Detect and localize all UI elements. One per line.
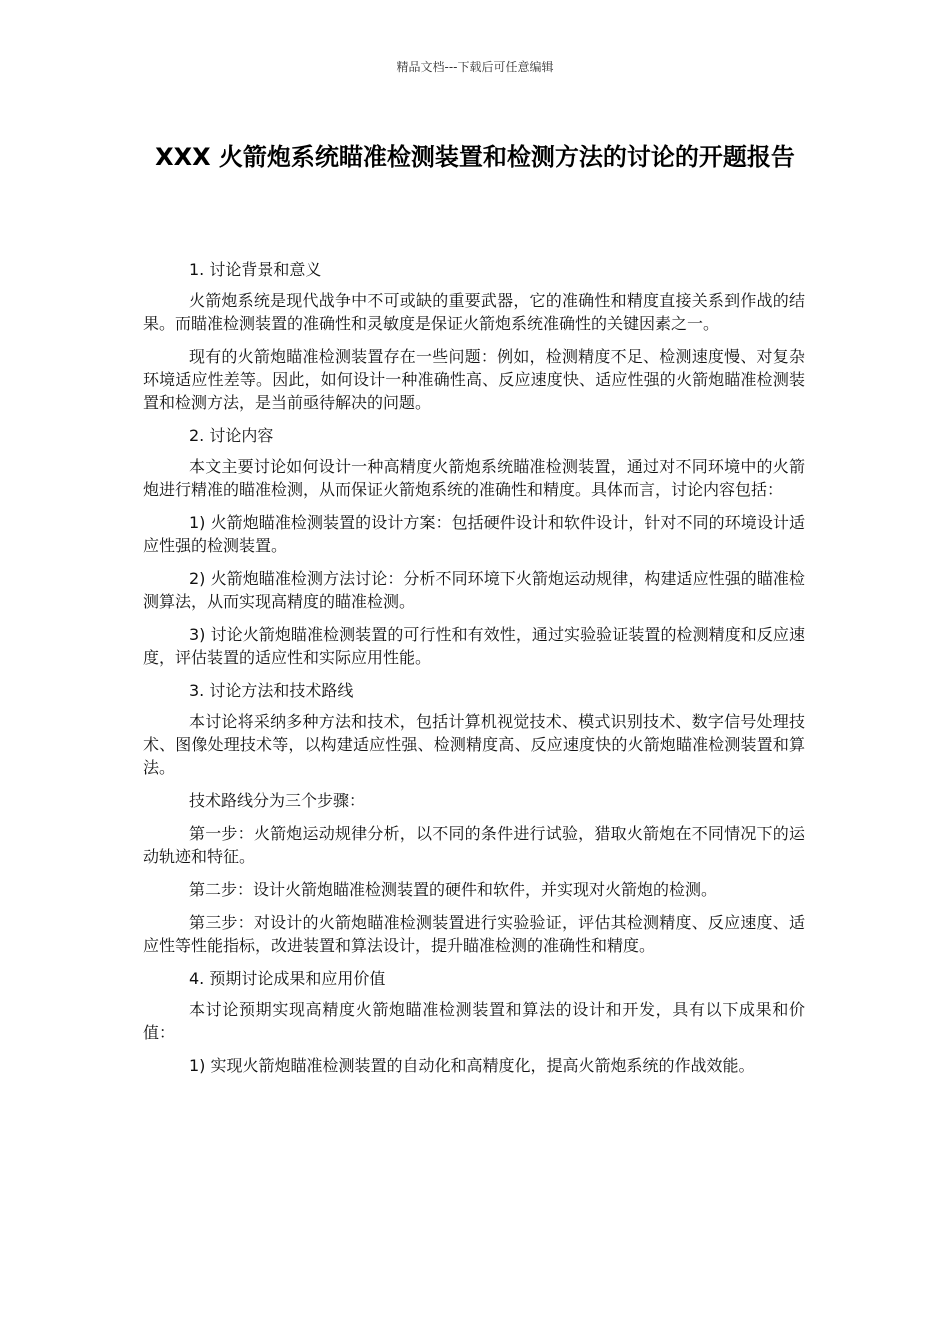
list-item: 1) 实现火箭炮瞄准检测装置的自动化和高精度化，提高火箭炮系统的作战效能。 — [189, 1056, 755, 1075]
paragraph: 现有的火箭炮瞄准检测装置存在一些问题：例如，检测精度不足、检测速度慢、对复杂环境适应性差等。因此，如何设计一种准确性高、反应速度快、适应性强的火箭炮瞄准检测装置和检测方法，是当前亟待解决的问题。 — [143, 347, 805, 412]
section-heading-content: 2. 讨论内容 — [189, 426, 274, 445]
paragraph: 技术路线分为三个步骤： — [189, 791, 366, 810]
paragraph: 本讨论预期实现高精度火箭炮瞄准检测装置和算法的设计和开发，具有以下成果和价值： — [143, 1000, 805, 1042]
document-body — [143, 258, 805, 1087]
paragraph: 本文主要讨论如何设计一种高精度火箭炮系统瞄准检测装置，通过对不同环境中的火箭炮进行精准的瞄准检测，从而保证火箭炮系统的准确性和精度。具体而言，讨论内容包括： — [143, 457, 805, 499]
paragraph: 火箭炮系统是现代战争中不可或缺的重要武器，它的准确性和精度直接关系到作战的结果。而瞄准检测装置的准确性和灵敏度是保证火箭炮系统准确性的关键因素之一。 — [143, 291, 805, 333]
page-header: 精品文档---下载后可任意编辑 — [396, 60, 554, 74]
step-item: 第三步：对设计的火箭炮瞄准检测装置进行实验验证，评估其检测精度、反应速度、适应性等性能指标，改进装置和算法设计，提升瞄准检测的准确性和精度。 — [143, 913, 805, 955]
step-item: 第一步：火箭炮运动规律分析，以不同的条件进行试验，猎取火箭炮在不同情况下的运动轨迹和特征。 — [143, 824, 805, 866]
paragraph: 本讨论将采纳多种方法和技术，包括计算机视觉技术、模式识别技术、数字信号处理技术、图像处理技术等，以构建适应性强、检测精度高、反应速度快的火箭炮瞄准检测装置和算法。 — [143, 712, 805, 777]
list-item: 2) 火箭炮瞄准检测方法讨论：分析不同环境下火箭炮运动规律，构建适应性强的瞄准检测算法，从而实现高精度的瞄准检测。 — [143, 569, 805, 611]
section-heading-background: 1. 讨论背景和意义 — [189, 260, 322, 279]
step-item: 第二步：设计火箭炮瞄准检测装置的硬件和软件，并实现对火箭炮的检测。 — [189, 880, 718, 899]
list-item: 1) 火箭炮瞄准检测装置的设计方案：包括硬件设计和软件设计，针对不同的环境设计适应性强的检测装置。 — [143, 513, 805, 555]
section-heading-methods: 3. 讨论方法和技术路线 — [189, 681, 354, 700]
document-title: XXX 火箭炮系统瞄准检测装置和检测方法的讨论的开题报告 — [155, 143, 795, 171]
list-item: 3) 讨论火箭炮瞄准检测装置的可行性和有效性，通过实验验证装置的检测精度和反应速度，评估装置的适应性和实际应用性能。 — [143, 625, 805, 667]
section-heading-outcomes: 4. 预期讨论成果和应用价值 — [189, 969, 386, 988]
